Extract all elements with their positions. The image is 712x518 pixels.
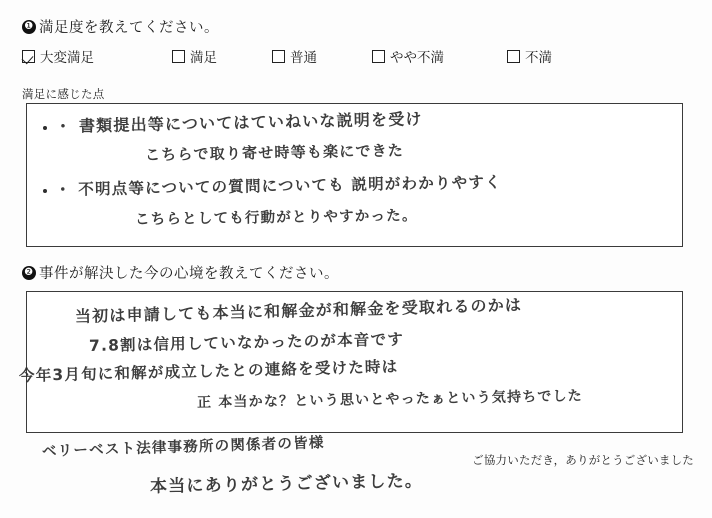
handwriting-bullet-icon	[43, 189, 47, 193]
option-satisfied[interactable]	[172, 46, 272, 66]
checkbox-icon[interactable]	[507, 50, 520, 63]
handwriting-line: 当初は申請しても本当に和解金が和解金を受取れるのかは	[74, 295, 523, 326]
handwriting-line: ベリーベスト法律事務所の関係者の皆様	[41, 435, 325, 460]
question-2-text: 事件が解決した今の心境を教えてください。	[39, 266, 339, 282]
question-1-text: 満足度を教えてください。	[39, 20, 219, 36]
checkbox-icon[interactable]	[22, 50, 35, 63]
handwriting-line: 本当にありがとうございました。	[149, 471, 424, 497]
handwriting-line: ・ 不明点等についての質問についても 説明がわかりやすく	[54, 173, 502, 199]
checkbox-icon[interactable]	[272, 50, 285, 63]
question-1-number-icon: ❶	[22, 20, 36, 34]
handwriting-line: 今年3月旬に和解が成立したとの連絡を受けた時は	[18, 357, 399, 385]
option-label: やや不満	[390, 50, 444, 65]
option-somewhat-dissatisfied[interactable]	[372, 46, 507, 66]
option-neutral[interactable]	[272, 46, 372, 66]
handwriting-bullet-icon	[43, 126, 47, 130]
option-label: 普通	[290, 50, 317, 65]
question-1-heading	[22, 16, 219, 37]
satisfaction-options	[22, 46, 622, 66]
handwriting-line: こちらとしても行動がとりやすかった。	[134, 208, 418, 228]
handwriting-line: ・ 書類提出等についてはていねいな説明を受け	[54, 109, 423, 136]
option-label: 不満	[525, 50, 552, 65]
checkbox-icon[interactable]	[372, 50, 385, 63]
handwriting-line: 正 本当かな？という思いとやったぁという気持ちでした	[196, 388, 584, 411]
handwriting-line: こちらで取り寄せ時等も楽にできた	[144, 141, 405, 164]
answer-box-feelings	[18, 291, 683, 433]
thank-you-note: ご協力いただき，ありがとうございました	[472, 455, 694, 467]
question-2-number-icon: ❷	[22, 266, 36, 280]
option-very-satisfied[interactable]	[22, 46, 172, 66]
answer-box-satisfaction	[26, 103, 683, 247]
question-1-sub-label: 満足に感じた点	[22, 89, 105, 101]
handwriting-line: 7.8割は信用していなかったのが本音です	[88, 330, 405, 355]
option-dissatisfied[interactable]	[507, 46, 552, 66]
option-label: 満足	[190, 50, 217, 65]
checkbox-icon[interactable]	[172, 50, 185, 63]
option-label: 大変満足	[40, 50, 94, 65]
question-2-heading	[22, 262, 339, 283]
